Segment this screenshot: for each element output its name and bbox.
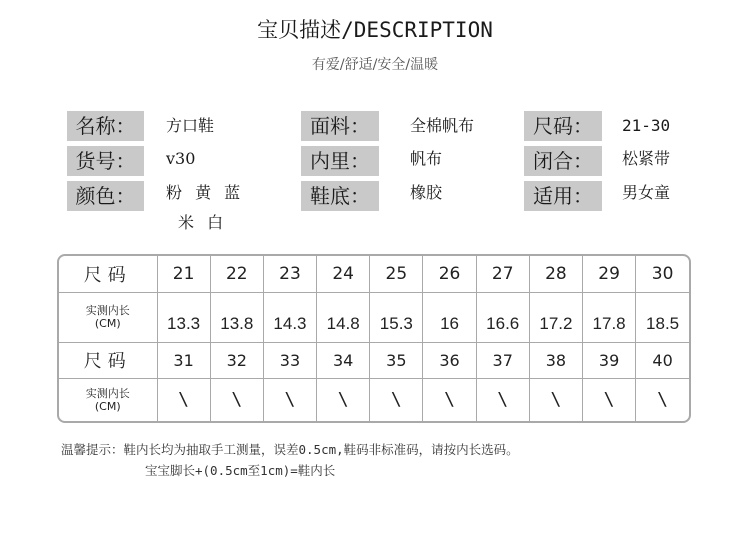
size-cell: 27	[476, 256, 529, 292]
spec-value-lining: 帆布	[410, 149, 443, 168]
size-cell: 30	[636, 256, 689, 292]
size-cell: 38	[529, 342, 582, 378]
length-cell: 15.3	[370, 292, 423, 342]
length-row-1	[59, 292, 689, 342]
size-cell: 22	[210, 256, 263, 292]
length-cell: \	[370, 378, 423, 421]
size-table	[57, 254, 691, 423]
spec-label-fit: 适用：	[524, 181, 602, 211]
size-row-2	[59, 342, 689, 378]
tip-line-1: 温馨提示：鞋内长均为抽取手工测量，误差0.5cm,鞋码非标准码，请按内长选码。	[61, 442, 519, 457]
length-cell: \	[423, 378, 476, 421]
length-cell: \	[583, 378, 636, 421]
length-cell: 16	[423, 292, 476, 342]
spec-label-sku: 货号：	[67, 146, 144, 176]
size-cell: 25	[370, 256, 423, 292]
spec-label-fabric: 面料：	[301, 111, 379, 141]
length-label-cell	[59, 292, 157, 342]
length-label-line1: 实测内长	[85, 304, 130, 317]
size-cell: 40	[636, 342, 689, 378]
spec-label-name: 名称：	[67, 111, 144, 141]
size-cell: 39	[583, 342, 636, 378]
spec-value-sole: 橡胶	[410, 183, 443, 202]
size-cell: 23	[263, 256, 316, 292]
spec-value-fabric: 全棉帆布	[410, 116, 475, 135]
size-cell: 21	[157, 256, 210, 292]
length-cell: 17.2	[529, 292, 582, 342]
length-label-line2: (CM)	[94, 317, 121, 330]
size-cell: 32	[210, 342, 263, 378]
size-cell: 29	[583, 256, 636, 292]
size-cell: 28	[529, 256, 582, 292]
length-cell: \	[157, 378, 210, 421]
spec-value-size: 21-30	[622, 116, 671, 135]
spec-value-closure: 松紧带	[622, 149, 671, 168]
length-row-2	[59, 378, 689, 421]
length-cell: 18.5	[636, 292, 689, 342]
spec-label-size: 尺码：	[524, 111, 602, 141]
spec-label-closure: 闭合：	[524, 146, 602, 176]
size-cell: 34	[317, 342, 370, 378]
tip-line-2: 宝宝脚长+(0.5cm至1cm)=鞋内长	[145, 463, 336, 478]
size-header-cell: 尺码	[59, 256, 157, 292]
size-cell: 31	[157, 342, 210, 378]
length-cell: 14.8	[317, 292, 370, 342]
length-cell: 13.3	[157, 292, 210, 342]
length-cell: \	[210, 378, 263, 421]
spec-value-sku: v30	[166, 149, 196, 168]
length-cell: \	[263, 378, 316, 421]
size-cell: 37	[476, 342, 529, 378]
length-cell: \	[476, 378, 529, 421]
spec-value-color-cont: 米 白	[178, 213, 228, 232]
size-cell: 24	[317, 256, 370, 292]
size-row-1	[59, 256, 689, 292]
length-cell: 17.8	[583, 292, 636, 342]
size-cell: 33	[263, 342, 316, 378]
size-cell: 35	[370, 342, 423, 378]
length-cell: \	[317, 378, 370, 421]
spec-value-color: 粉 黄 蓝	[166, 183, 245, 202]
length-label-cell	[59, 378, 157, 421]
length-label-line1: 实测内长	[85, 386, 130, 400]
length-cell: \	[529, 378, 582, 421]
size-cell: 26	[423, 256, 476, 292]
spec-label-sole: 鞋底：	[301, 181, 379, 211]
page-subtitle: 有爱/舒适/安全/温暖	[311, 57, 439, 73]
spec-label-lining: 内里：	[301, 146, 379, 176]
length-cell: \	[636, 378, 689, 421]
length-cell: 14.3	[263, 292, 316, 342]
spec-value-name: 方口鞋	[166, 116, 215, 135]
length-cell: 16.6	[476, 292, 529, 342]
size-cell: 36	[423, 342, 476, 378]
size-header-cell: 尺码	[59, 342, 157, 378]
spec-value-fit: 男女童	[622, 183, 671, 202]
length-cell: 13.8	[210, 292, 263, 342]
page-title: 宝贝描述/DESCRIPTION	[257, 18, 493, 42]
spec-label-color: 颜色：	[67, 181, 144, 211]
length-label-line2: (CM)	[94, 399, 121, 413]
